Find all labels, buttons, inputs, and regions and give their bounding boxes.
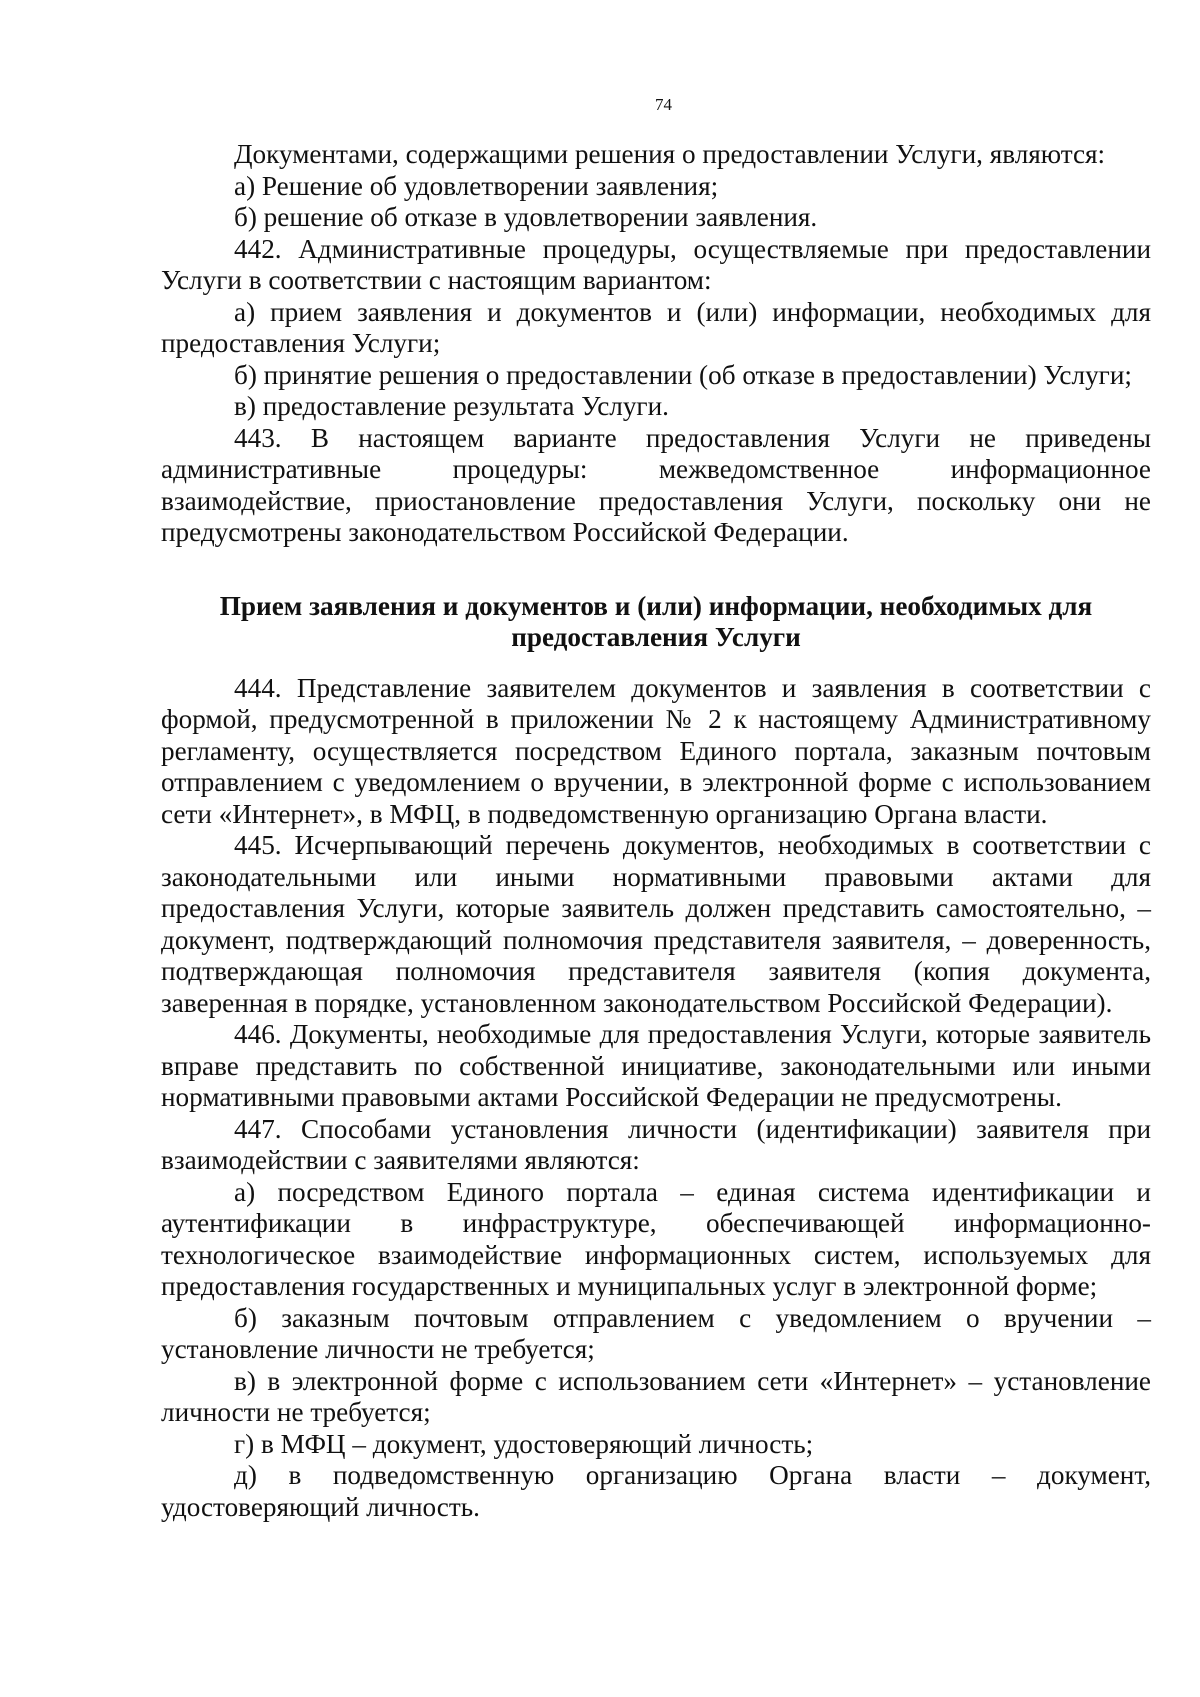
- section-block: [161, 673, 1151, 1524]
- page-number: 74: [655, 95, 672, 114]
- list-item-b: б) принятие решения о предоставлении (об отказе в предоставлении) Услуги;: [234, 359, 1132, 390]
- document-page: [161, 95, 1151, 1523]
- list-item-b: б) заказным почтовым отправлением с уведомлением о вручении – установление личности не требуется;: [161, 1302, 1151, 1364]
- paragraph-443: 443. В настоящем варианте предоставления Услуги не приведены административные процедуры: межведомственное информационное взаимодействие, приостановление предоставления Услуги, поскольку они не предусмотрены законодательством Российской Федерации.: [161, 422, 1151, 547]
- paragraph-445: 445. Исчерпывающий перечень документов, необходимых в соответствии с законодательными или иными нормативными правовыми актами для предоставления Услуги, которые заявитель должен представить самостоятельно, – документ, подтверждающий полномочия представителя заявителя, – доверенность, подтверждающая полномочия представителя заявителя (копия документа, заверенная в порядке, установленном законодательством Российской Федерации).: [161, 830, 1151, 1018]
- list-item-a: а) посредством Единого портала – единая система идентификации и аутентификации в инфраструктуре, обеспечивающей информационно-технологическое взаимодействие информационных систем, используемых для предоставления государственных и муниципальных услуг в электронной форме;: [161, 1176, 1151, 1301]
- paragraph-intro: Документами, содержащими решения о предоставлении Услуги, являются:: [234, 139, 1106, 169]
- paragraph-446: 446. Документы, необходимые для предоставления Услуги, которые заявитель вправе представить по собственной инициативе, законодательными или иными нормативными правовыми актами Российской Федерации не предусмотрены.: [161, 1019, 1151, 1112]
- section-heading: Прием заявления и документов и (или) информации, необходимых для предоставления Услуги: [219, 590, 1093, 652]
- list-item-a: а) прием заявления и документов и (или) информации, необходимых для предоставления Услуги;: [161, 296, 1151, 358]
- list-item-v: в) в электронной форме с использованием сети «Интернет» – установление личности не требуется;: [161, 1365, 1151, 1427]
- paragraph-442: 442. Административные процедуры, осуществляемые при предоставлении Услуги в соответствии с настоящим вариантом:: [161, 233, 1151, 295]
- paragraph-444: 444. Представление заявителем документов и заявления в соответствии с формой, предусмотренной в приложении № 2 к настоящему Административному регламенту, осуществляется посредством Единого портала, заказным почтовым отправлением с уведомлением о вручении, в электронной форме с использованием сети «Интернет», в МФЦ, в подведомственную организацию Органа власти.: [161, 672, 1151, 829]
- list-item-d: д) в подведомственную организацию Органа власти – документ, удостоверяющий личность.: [161, 1460, 1151, 1522]
- paragraph-447: 447. Способами установления личности (идентификации) заявителя при взаимодействии с заявителями являются:: [161, 1113, 1151, 1175]
- list-item-b: б) решение об отказе в удовлетворении заявления.: [234, 202, 818, 232]
- intro-block: [161, 139, 1151, 549]
- list-item-g: г) в МФЦ – документ, удостоверяющий личность;: [234, 1428, 814, 1459]
- list-item-v: в) предоставление результата Услуги.: [234, 391, 669, 421]
- list-item-a: а) Решение об удовлетворении заявления;: [234, 170, 719, 201]
